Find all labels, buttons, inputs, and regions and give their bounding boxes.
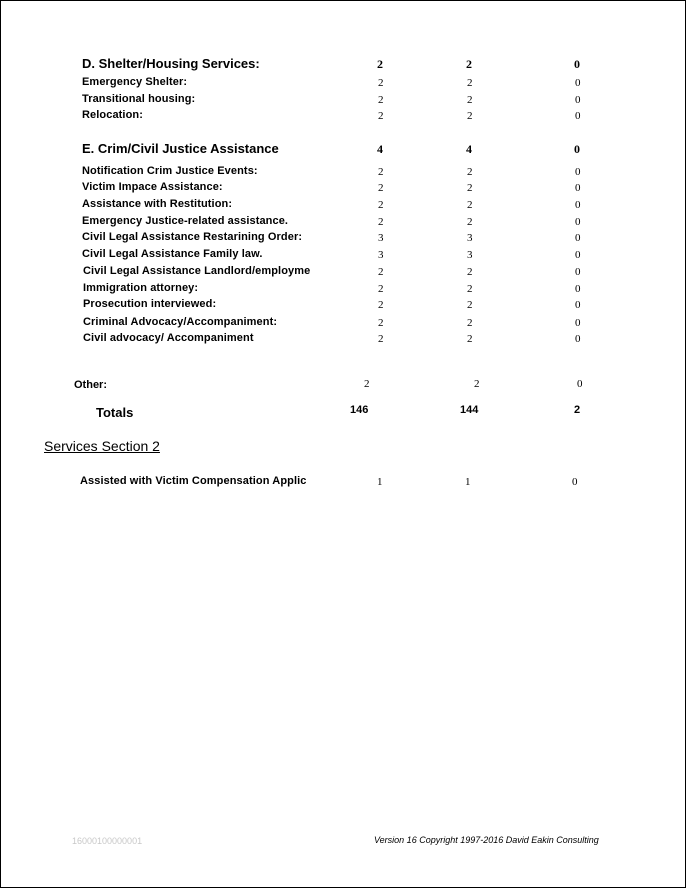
row-col2: 2: [467, 216, 473, 228]
row-col2: 2: [467, 317, 473, 329]
row-label: Immigration attorney:: [83, 282, 199, 294]
other-label: Other:: [74, 379, 107, 391]
row-col3: 0: [575, 283, 581, 295]
row-col2: 3: [467, 232, 473, 244]
row-label: Civil Legal Assistance Landlord/employme: [83, 265, 311, 277]
totals-col3: 2: [574, 404, 581, 416]
row-label: Notification Crim Justice Events:: [82, 165, 258, 177]
section-e-title: E. Crim/Civil Justice Assistance: [82, 141, 279, 156]
other-col1: 2: [364, 378, 370, 390]
row-col1: 2: [378, 110, 384, 122]
row-col3: 0: [575, 94, 581, 106]
other-col3: 0: [577, 378, 583, 390]
row-col3: 0: [572, 476, 578, 488]
totals-col2: 144: [460, 404, 479, 416]
row-col1: 2: [378, 182, 384, 194]
row-label: Relocation:: [82, 109, 143, 121]
section-2-heading: Services Section 2: [44, 438, 160, 454]
row-label: Civil Legal Assistance Restarining Order:: [82, 231, 303, 243]
row-col1: 2: [378, 216, 384, 228]
row-col3: 0: [575, 266, 581, 278]
row-col3: 0: [575, 199, 581, 211]
row-label: Emergency Justice-related assistance.: [82, 215, 289, 227]
row-col2: 3: [467, 249, 473, 261]
row-col2: 2: [467, 266, 473, 278]
row-col3: 0: [575, 216, 581, 228]
section-e-col2: 4: [466, 142, 472, 156]
row-col3: 0: [575, 232, 581, 244]
row-col1: 2: [378, 199, 384, 211]
row-col3: 0: [575, 182, 581, 194]
row-label: Assistance with Restitution:: [82, 198, 233, 210]
row-col1: 1: [377, 476, 383, 488]
row-col2: 2: [467, 110, 473, 122]
row-col1: 2: [378, 333, 384, 345]
row-col2: 1: [465, 476, 471, 488]
row-col1: 2: [378, 77, 384, 89]
row-col2: 2: [467, 283, 473, 295]
row-col2: 2: [467, 94, 473, 106]
row-col1: 2: [378, 266, 384, 278]
section-d-col1: 2: [377, 57, 383, 71]
row-label: Victim Impace Assistance:: [82, 181, 223, 193]
row-col1: 2: [378, 166, 384, 178]
section-d-col3: 0: [574, 57, 580, 71]
row-col3: 0: [575, 77, 581, 89]
section-e-col3: 0: [574, 142, 580, 156]
row-col3: 0: [575, 333, 581, 345]
row-col1: 2: [378, 317, 384, 329]
row-col1: 2: [378, 283, 384, 295]
row-col3: 0: [575, 110, 581, 122]
row-col2: 2: [467, 166, 473, 178]
row-col3: 0: [575, 317, 581, 329]
row-col3: 0: [575, 166, 581, 178]
section-e-col1: 4: [377, 142, 383, 156]
row-label: Emergency Shelter:: [82, 76, 188, 88]
row-label: Transitional housing:: [82, 93, 196, 105]
section-d-title: D. Shelter/Housing Services:: [82, 56, 260, 71]
other-col2: 2: [474, 378, 480, 390]
row-label: Civil Legal Assistance Family law.: [82, 248, 263, 260]
row-col3: 0: [575, 299, 581, 311]
row-label: Criminal Advocacy/Accompaniment:: [83, 316, 278, 328]
row-col2: 2: [467, 182, 473, 194]
row-label: Assisted with Victim Compensation Applic: [80, 475, 307, 487]
row-col2: 2: [467, 333, 473, 345]
row-label: Civil advocacy/ Accompaniment: [83, 332, 254, 344]
row-col2: 2: [467, 77, 473, 89]
row-col3: 0: [575, 249, 581, 261]
row-col2: 2: [467, 299, 473, 311]
footer-id: 16000100000001: [72, 836, 143, 846]
row-col1: 3: [378, 249, 384, 261]
row-col1: 2: [378, 94, 384, 106]
row-col1: 3: [378, 232, 384, 244]
section-d-col2: 2: [466, 57, 472, 71]
totals-col1: 146: [350, 404, 369, 416]
row-label: Prosecution interviewed:: [83, 298, 217, 310]
row-col1: 2: [378, 299, 384, 311]
totals-label: Totals: [96, 405, 134, 420]
row-col2: 2: [467, 199, 473, 211]
footer-copyright: Version 16 Copyright 1997-2016 David Eakin Consulting: [374, 835, 599, 845]
